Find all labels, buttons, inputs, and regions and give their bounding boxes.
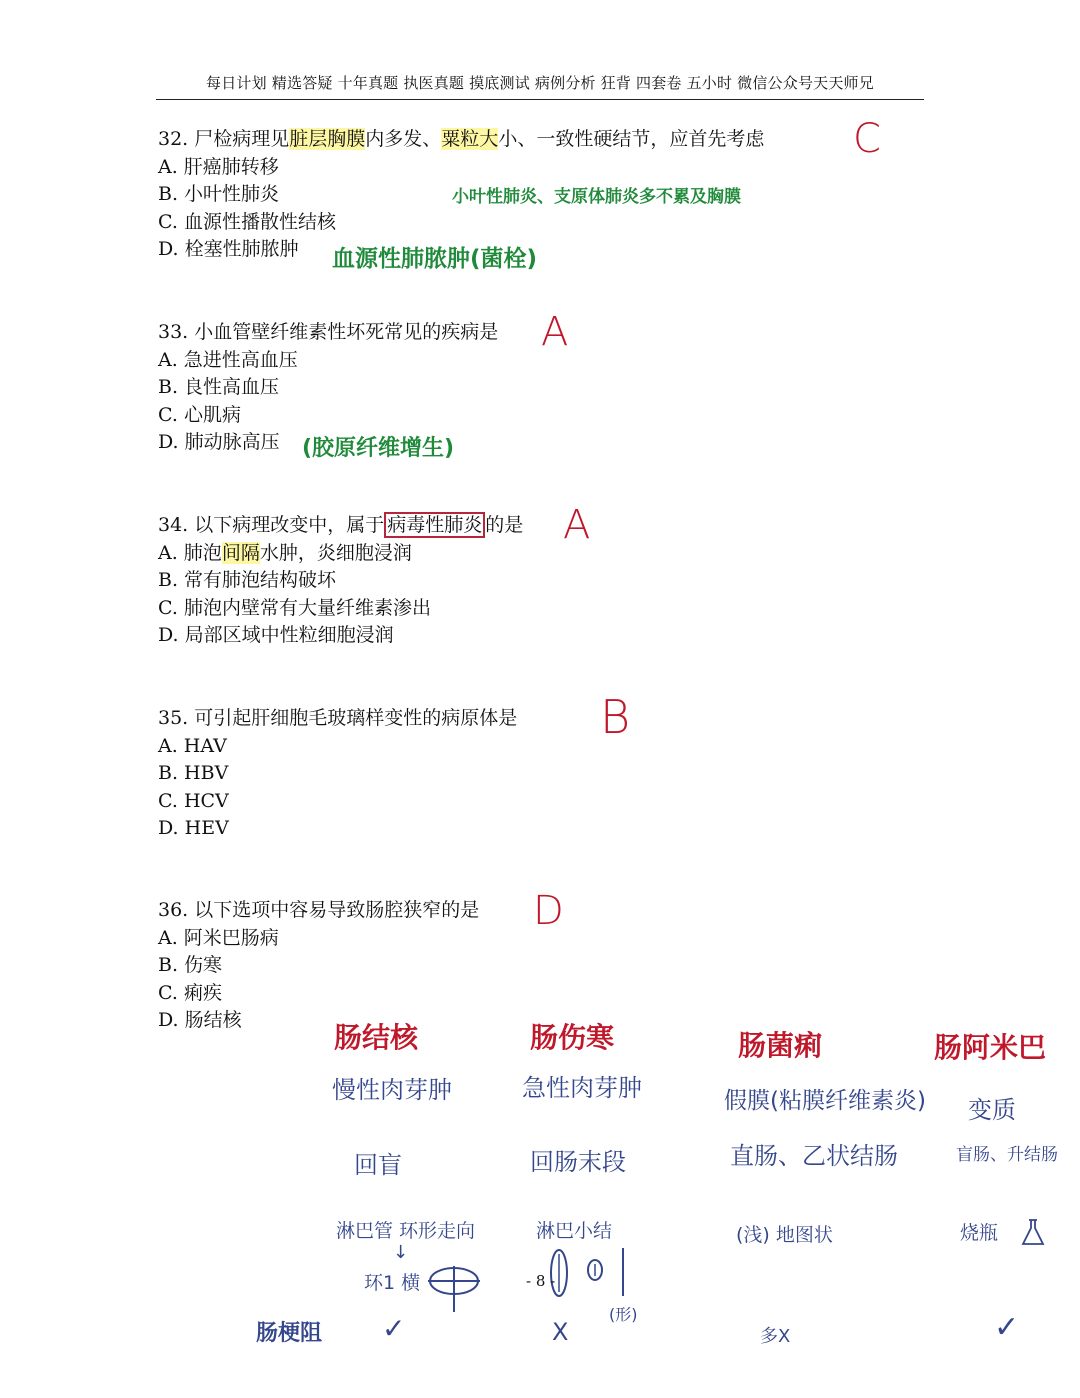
col-title-amoeba: 肠阿米巴: [934, 1031, 1047, 1064]
handwritten-answer: A: [541, 309, 569, 355]
highlight: 粟粒大: [441, 128, 499, 150]
cross-icon: X: [552, 1318, 569, 1346]
col-site-tb: 回盲: [354, 1151, 402, 1179]
question-stem: 32. 尸检病理见脏层胸膜内多发、粟粒大小、一致性硬结节，应首先考虑: [158, 128, 765, 150]
col-site-dysentery: 直肠、乙状结肠: [730, 1142, 898, 1170]
option-d: D. 局部区域中性粒细胞浸润: [158, 624, 394, 647]
highlight: 间隔: [221, 541, 260, 564]
handwritten-note: 小叶性肺炎、支原体肺炎多不累及胸膜: [452, 187, 741, 207]
option-c: C. 痢疾: [158, 981, 222, 1004]
highlight: 脏层胸膜: [289, 128, 366, 150]
col-lymph-dysentery: (浅) 地图状: [736, 1224, 833, 1246]
option-b: B. 小叶性肺炎: [158, 183, 280, 206]
handwritten-answer: C: [853, 116, 881, 162]
boxed-term: 病毒性肺炎: [384, 512, 485, 538]
check-icon: ✓: [382, 1312, 406, 1345]
col-lymph-amoeba: 烧瓶: [960, 1222, 999, 1244]
option-c: C. 肺泡内壁常有大量纤维素渗出: [158, 596, 431, 619]
question-34: [158, 512, 523, 650]
handwritten-answer: B: [600, 690, 631, 744]
handwritten-answer: A: [563, 502, 591, 548]
option-a: A. 急进性高血压: [158, 348, 298, 371]
question-stem: 35. 可引起肝细胞毛玻璃样变性的病原体是: [158, 707, 518, 729]
col-title-tb: 肠结核: [334, 1021, 419, 1054]
col-type-tb: 慢性肉芽肿: [332, 1076, 452, 1104]
cross-icon: 多X: [760, 1326, 791, 1347]
option-c: C. 血源性播散性结核: [158, 210, 336, 233]
col-shape-tb: 环1 横: [364, 1272, 421, 1294]
option-a: A. 肺泡间隔水肿，炎细胞浸润: [158, 541, 412, 564]
question-stem: 33. 小血管壁纤维素性坏死常见的疾病是: [158, 321, 499, 343]
page-number: - 8 -: [526, 1272, 556, 1290]
option-d: D. 肺动脉高压: [158, 431, 280, 454]
option-b: B. 良性高血压: [158, 376, 280, 399]
option-a: A. 阿米巴肠病: [158, 926, 279, 949]
col-title-typhoid: 肠伤寒: [530, 1021, 615, 1054]
col-lymph-typhoid: 淋巴小结: [536, 1220, 613, 1242]
option-a: A. HAV: [158, 734, 227, 757]
col-site-amoeba: 盲肠、升结肠: [956, 1145, 1058, 1165]
option-d: D. 肠结核: [158, 1009, 242, 1032]
row-label-obstruction: 肠梗阻: [256, 1321, 323, 1346]
col-type-typhoid: 急性肉芽肿: [522, 1074, 642, 1102]
col-type-amoeba: 变质: [968, 1096, 1016, 1124]
flask-sketch-icon: [1020, 1218, 1046, 1248]
option-a: A. 肝癌肺转移: [158, 155, 279, 178]
option-c: C. HCV: [158, 789, 229, 812]
option-d: D. HEV: [158, 817, 229, 840]
col-lymph-tb: 淋巴管 环形走向: [336, 1220, 476, 1242]
check-icon: ✓: [994, 1310, 1020, 1345]
arrow-down-icon: ↓: [393, 1242, 409, 1263]
handwritten-note: 血源性肺脓肿(菌栓): [332, 246, 538, 272]
shape-note: (形): [609, 1305, 638, 1324]
question-stem: 34. 以下病理改变中，属于 病毒性肺炎 的是: [158, 514, 524, 536]
col-title-dysentery: 肠菌痢: [738, 1029, 823, 1062]
header-links: 每日计划 精选答疑 十年真题 执医真题 摸底测试 病例分析 狂背 四套卷 五小时 微信公众号天天师兄: [156, 72, 924, 100]
circle-ring-sketch-icon: [424, 1262, 484, 1314]
question-35: [158, 705, 517, 843]
ulcer-shape-sketch-icon: [545, 1244, 635, 1300]
option-b: B. 伤寒: [158, 954, 223, 977]
option-c: C. 心肌病: [158, 403, 241, 426]
col-site-typhoid: 回肠末段: [530, 1148, 626, 1176]
handwritten-answer: D: [533, 888, 564, 934]
question-36: [158, 897, 479, 1035]
option-b: B. 常有肺泡结构破坏: [158, 569, 337, 592]
option-b: B. HBV: [158, 762, 229, 785]
option-d: D. 栓塞性肺脓肿: [158, 238, 299, 261]
handwritten-note: (胶原纤维增生): [302, 436, 455, 461]
question-stem: 36. 以下选项中容易导致肠腔狭窄的是: [158, 899, 480, 921]
col-type-dysentery: 假膜(粘膜纤维素炎): [724, 1088, 926, 1114]
